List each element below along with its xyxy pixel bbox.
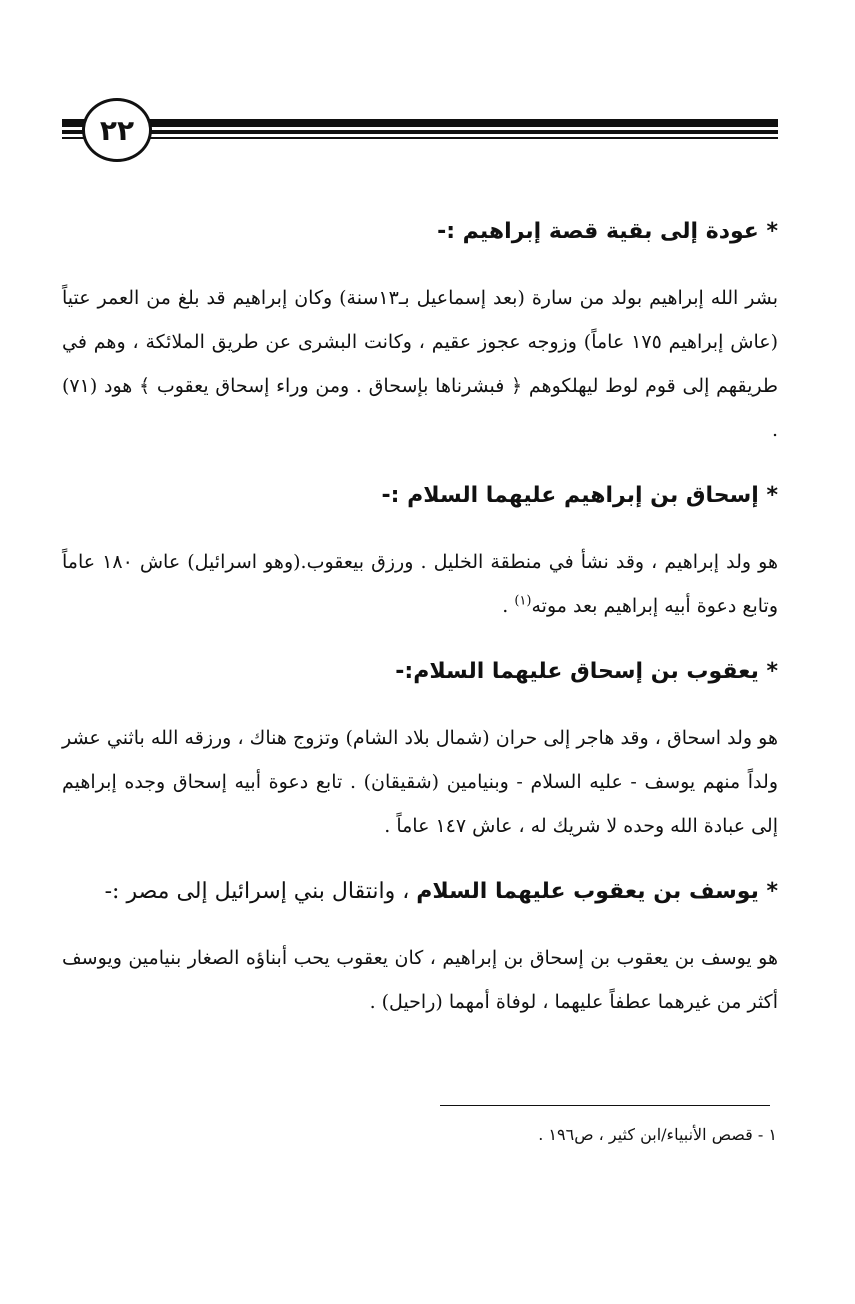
section-heading: * يعقوب بن إسحاق عليهما السلام:- [395,659,778,684]
footnote-divider [440,1105,770,1106]
footnote-reference: (١) [514,593,532,609]
header-rule [62,130,778,134]
section-paragraph: هو ولد إبراهيم ، وقد نشأ في منطقة الخليل . ورزق بيعقوب.(وهو اسرائيل) عاش ١٨٠ عاماً وتابع دعوة أبيه إبراهيم بعد موته$^{(١)}$ . [62,551,778,617]
footnote: ١ - قصص الأنبياء/ابن كثير ، ص١٩٦ . [538,1125,777,1144]
section-paragraph: هو ولد اسحاق ، وقد هاجر إلى حران (شمال بلاد الشام) وتزوج هناك ، ورزقه الله باثني عشر ولداً منهم يوسف - عليه السلام - وبنيامين (شقيقان) . تابع دعوة أبيه إسحاق وجده إبراهيم إلى عبادة الله وحده لا شريك له ، عاش ١٤٧ عاماً . [62,727,778,837]
section-heading: * يوسف بن يعقوب عليهما السلام ، وانتقال بني إسرائيل إلى مصر :- [104,879,778,904]
header-rule [62,137,778,139]
section-paragraph: هو يوسف بن يعقوب بن إسحاق بن إبراهيم ، كان يعقوب يحب أبناؤه الصغار بنيامين ويوسف أكثر من غيرهما عطفاً عليهما ، لوفاة أمهما (راحيل) . [62,947,778,1013]
page-body [62,210,778,1046]
page-number: ٢٢ [82,98,152,162]
section-paragraph: بشر الله إبراهيم بولد من سارة (بعد إسماعيل بـ١٣سنة) وكان إبراهيم قد بلغ من العمر عتياً (عاش إبراهيم ١٧٥ عاماً) وزوجه عجوز عقيم ، وكانت البشرى عن طريق الملائكة ، وهم في طريقهم إلى قوم لوط ليهلكوهم ﴿ فبشرناها بإسحاق . ومن وراء إسحاق يعقوب ﴾ هود (٧١) . [62,287,779,441]
section-heading: * إسحاق بن إبراهيم عليهما السلام :- [381,483,778,508]
page-header [62,96,778,160]
section-heading: * عودة إلى بقية قصة إبراهيم :- [437,219,778,244]
header-rule [62,119,778,127]
